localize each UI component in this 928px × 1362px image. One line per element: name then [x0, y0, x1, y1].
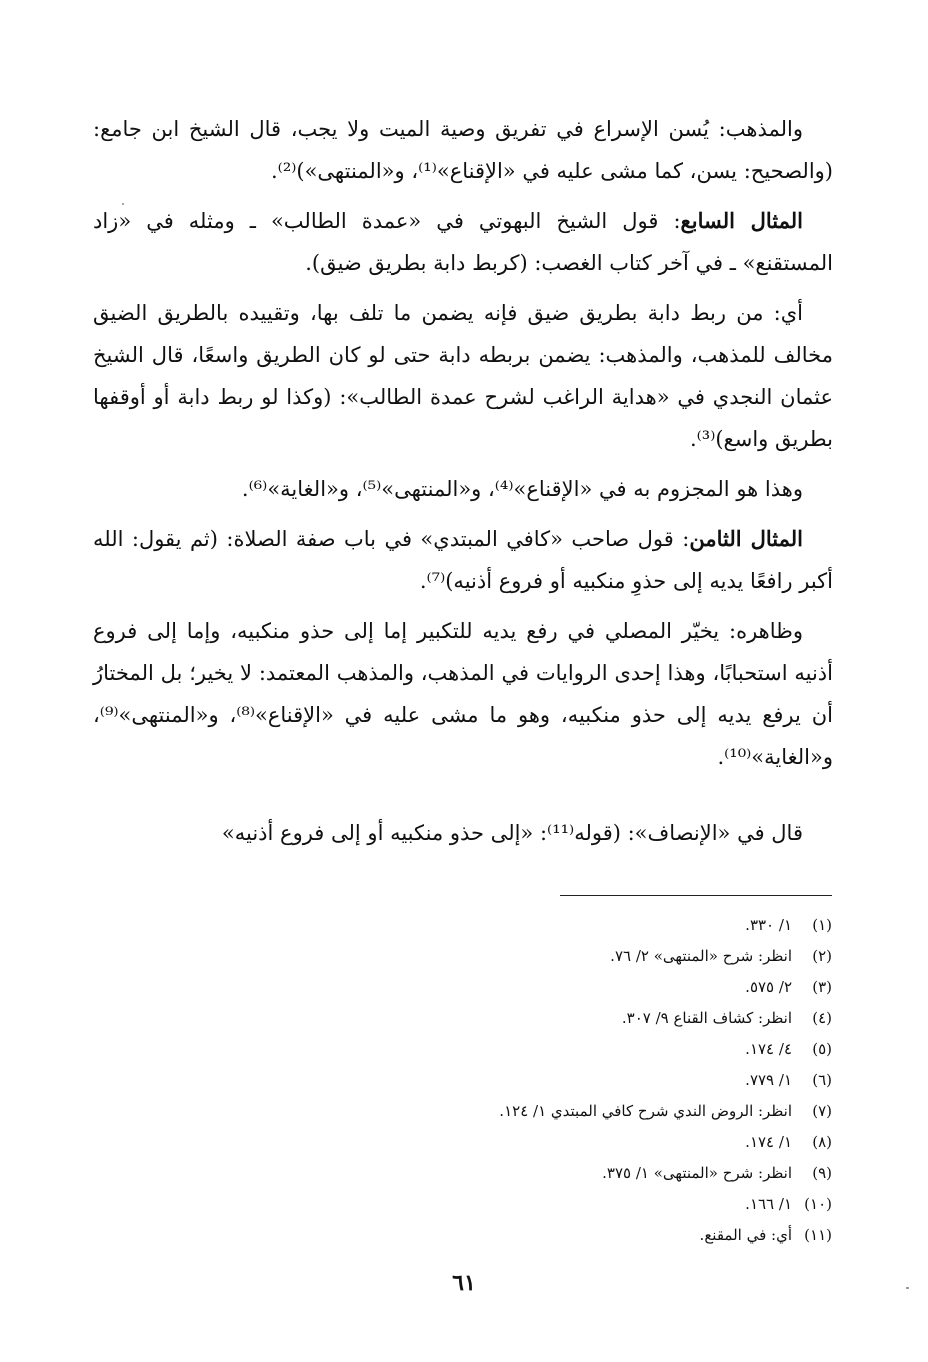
footnote-number: (٧) [812, 1102, 832, 1120]
footnote-7 [132, 1096, 832, 1127]
footnote-text: انظر: شرح «المنتهى» ٢/ ٧٦. [610, 947, 792, 965]
footnote-5 [132, 1034, 832, 1065]
footnote-11 [132, 1220, 832, 1251]
paragraph-5 [93, 518, 833, 602]
footnote-text: انظر: شرح «المنتهى» ١/ ٣٧٥. [602, 1164, 792, 1182]
footnote-number: (١) [812, 916, 832, 934]
paragraph-7-text: قال في «الإنصاف»: (قوله⁽¹¹⁾: «إلى حذو منكبيه أو إلى فروع أذنيه» [221, 821, 803, 845]
paragraph-4 [93, 468, 833, 510]
example-7-heading: المثال السابع : [658, 208, 803, 233]
footnote-number: (١٠) [804, 1195, 832, 1213]
footnote-8 [132, 1127, 832, 1158]
paragraph-1 [93, 108, 833, 192]
paragraph-2 [93, 200, 833, 284]
footnote-separator [560, 895, 832, 896]
footnote-text: انظر: كشاف القناع ٩/ ٣٠٧. [621, 1009, 792, 1027]
scan-speck [122, 203, 124, 205]
footnote-6 [132, 1065, 832, 1096]
main-text-block [93, 108, 833, 845]
footnote-text: انظر: الروض الندي شرح كافي المبتدي ١/ ١٢٤. [499, 1102, 792, 1120]
footnote-number: (٥) [812, 1040, 832, 1058]
footnote-number: (٩) [812, 1164, 832, 1182]
paragraph-3-text: أي: من ربط دابة بطريق ضيق فإنه يضمن ما تلف بها، وتقييده بالطريق الضيق مخالف للمذهب، والمذهب: يضمن بربطه دابة حتى لو كان الطريق واسعًا، قال الشيخ عثمان النجدي في «هداية الراغب لشرح عمدة الطالب»: (وكذا لو ربط دابة أو أوقفها بطريق واسع)⁽³⁾. [93, 301, 833, 451]
footnote-number: (١١) [804, 1226, 832, 1244]
paragraph-3 [93, 292, 833, 460]
footnote-number: (٦) [812, 1071, 832, 1089]
paragraph-7 [93, 812, 833, 854]
footnote-number: (٢) [812, 947, 832, 965]
footnote-text: أي: في المقنع. [699, 1226, 792, 1244]
footnote-4 [132, 1003, 832, 1034]
paragraph-6 [93, 610, 833, 778]
footnote-10 [132, 1189, 832, 1220]
footnote-text: ٢/ ٥٧٥. [745, 978, 792, 996]
footnote-text: ١/ ٧٧٩. [745, 1071, 792, 1089]
paragraph-2-text: قول الشيخ البهوتي في «عمدة الطالب» ـ ومثله في «زاد المستقنع» ـ في آخر كتاب الغصب: (كربط دابة بطريق ضيق). [93, 209, 833, 275]
scan-speck [906, 1287, 909, 1289]
footnote-3 [132, 972, 832, 1003]
footnote-text: ٤/ ١٧٤. [745, 1040, 792, 1058]
footnote-text: ١/ ٣٣٠. [745, 916, 792, 934]
footnote-text: ١/ ١٦٦. [745, 1195, 792, 1213]
footnote-number: (٤) [812, 1009, 832, 1027]
footnotes-list [132, 910, 832, 1251]
footnote-2 [132, 941, 832, 972]
footnote-number: (٨) [812, 1133, 832, 1151]
page-number: ٦١ [452, 1270, 476, 1296]
footnote-text: ١/ ١٧٤. [745, 1133, 792, 1151]
paragraph-6-text: وظاهره: يخيّر المصلي في رفع يديه للتكبير إما إلى حذو منكبيه، وإما إلى فروع أذنيه استحبابًا، وهذا إحدى الروايات في المذهب، والمذهب المعتمد: لا يخير؛ بل المختارُ أن يرفع يديه إلى حذو منكبيه، وهو ما مشى عليه في «الإقناع»⁽⁸⁾، و«المنتهى»⁽⁹⁾، و«الغاية»⁽¹⁰⁾. [93, 619, 833, 769]
footnote-1 [132, 910, 832, 941]
footnote-9 [132, 1158, 832, 1189]
example-8-heading: المثال الثامن : [674, 526, 803, 551]
paragraph-4-text: وهذا هو المجزوم به في «الإقناع»⁽⁴⁾، و«المنتهى»⁽⁵⁾، و«الغاية»⁽⁶⁾. [241, 477, 803, 501]
paragraph-5-text: قول صاحب «كافي المبتدي» في باب صفة الصلاة: (ثم يقول: الله أكبر رافعًا يديه إلى حذوِ منكبيه أو فروع أذنيه)⁽⁷⁾. [93, 527, 833, 593]
footnote-number: (٣) [812, 978, 832, 996]
paragraph-1-text: والمذهب: يُسن الإسراع في تفريق وصية الميت ولا يجب، قال الشيخ ابن جامع: (والصحيح: يسن، كما مشى عليه في «الإقناع»⁽¹⁾، و«المنتهى»)⁽²⁾. [93, 117, 833, 183]
